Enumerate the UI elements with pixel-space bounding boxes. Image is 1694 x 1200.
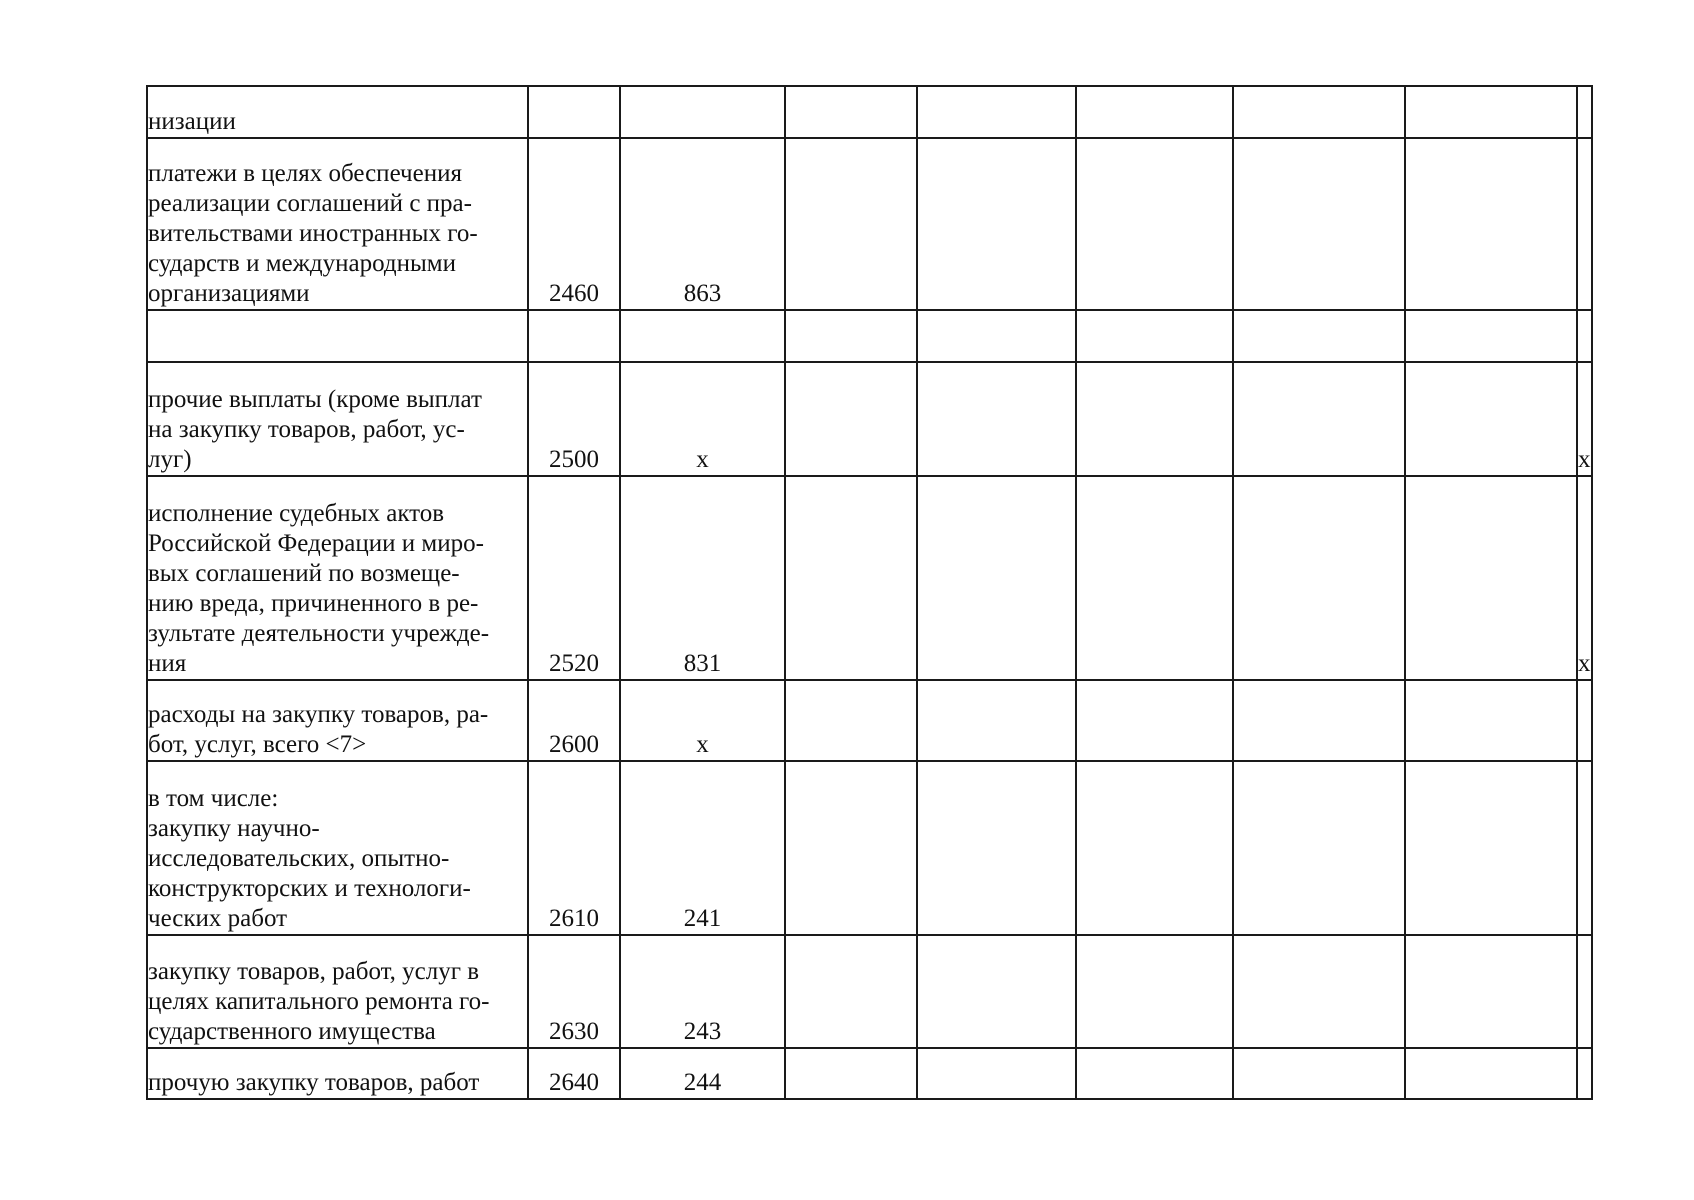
kbk-code-cell bbox=[620, 310, 785, 362]
kbk-code-cell: 243 bbox=[620, 935, 785, 1048]
description-line: ческих работ bbox=[148, 905, 288, 932]
amount-cell bbox=[1405, 476, 1577, 680]
amount-cell bbox=[917, 138, 1076, 310]
amount-cell bbox=[785, 310, 917, 362]
description-line: закупку товаров, работ, услуг в bbox=[148, 958, 480, 985]
amount-cell bbox=[1405, 138, 1577, 310]
line-code-cell: 2600 bbox=[528, 680, 620, 761]
amount-cell bbox=[1577, 310, 1592, 362]
amount-cell bbox=[917, 761, 1076, 935]
amount-cell bbox=[1233, 935, 1405, 1048]
description-line: исследовательских, опытно- bbox=[148, 845, 450, 872]
amount-cell bbox=[1233, 86, 1405, 138]
description-line: в том числе: bbox=[148, 785, 279, 812]
description-line: зультате деятельности учрежде- bbox=[148, 620, 490, 647]
description-line: нию вреда, причиненного в ре- bbox=[148, 590, 479, 617]
amount-cell bbox=[1076, 86, 1233, 138]
row-description bbox=[147, 362, 528, 476]
description-line: ния bbox=[148, 650, 187, 677]
amount-cell bbox=[1076, 680, 1233, 761]
line-code-cell: 2630 bbox=[528, 935, 620, 1048]
row-description bbox=[147, 761, 528, 935]
line-code-cell: 2460 bbox=[528, 138, 620, 310]
amount-cell bbox=[1076, 362, 1233, 476]
description-line: сударственного имущества bbox=[148, 1018, 436, 1045]
row-description bbox=[147, 1048, 528, 1099]
description-line: луг) bbox=[148, 446, 192, 473]
kbk-code-cell: х bbox=[620, 680, 785, 761]
line-code-cell: 2520 bbox=[528, 476, 620, 680]
amount-cell bbox=[1076, 935, 1233, 1048]
amount-cell bbox=[1233, 362, 1405, 476]
description-line: закупку научно- bbox=[148, 815, 320, 842]
kbk-code-cell: х bbox=[620, 362, 785, 476]
row-description bbox=[147, 680, 528, 761]
amount-cell: х bbox=[1577, 362, 1592, 476]
description-line: организациями bbox=[148, 280, 310, 307]
line-code-cell: 2610 bbox=[528, 761, 620, 935]
kbk-code-cell: 831 bbox=[620, 476, 785, 680]
row-description bbox=[147, 476, 528, 680]
budget-table bbox=[146, 85, 1593, 1100]
amount-cell bbox=[785, 680, 917, 761]
amount-cell bbox=[785, 935, 917, 1048]
row-description bbox=[147, 310, 528, 362]
amount-cell bbox=[1233, 310, 1405, 362]
description-line: вительствами иностранных го- bbox=[148, 220, 478, 247]
amount-cell bbox=[1405, 1048, 1577, 1099]
amount-cell bbox=[1405, 86, 1577, 138]
description-line: реализации соглашений с пра- bbox=[148, 190, 472, 217]
amount-cell bbox=[1577, 935, 1592, 1048]
amount-cell bbox=[917, 362, 1076, 476]
table-row bbox=[147, 310, 1592, 362]
amount-cell bbox=[785, 761, 917, 935]
amount-cell bbox=[1577, 1048, 1592, 1099]
table-row bbox=[147, 935, 1592, 1048]
line-code-cell: 2500 bbox=[528, 362, 620, 476]
amount-cell: х bbox=[1577, 476, 1592, 680]
description-line: вых соглашений по возмеще- bbox=[148, 560, 460, 587]
kbk-code-cell: 244 bbox=[620, 1048, 785, 1099]
amount-cell bbox=[917, 1048, 1076, 1099]
amount-cell bbox=[1577, 86, 1592, 138]
description-line: расходы на закупку товаров, ра- bbox=[148, 701, 489, 728]
amount-cell bbox=[785, 1048, 917, 1099]
description-line: прочие выплаты (кроме выплат bbox=[148, 386, 482, 413]
amount-cell bbox=[917, 310, 1076, 362]
amount-cell bbox=[1233, 476, 1405, 680]
amount-cell bbox=[1076, 476, 1233, 680]
amount-cell bbox=[1577, 138, 1592, 310]
amount-cell bbox=[1405, 761, 1577, 935]
description-line: платежи в целях обеспечения bbox=[148, 160, 462, 187]
amount-cell bbox=[1076, 761, 1233, 935]
amount-cell bbox=[917, 935, 1076, 1048]
amount-cell bbox=[1405, 935, 1577, 1048]
description-line: конструкторских и технологи- bbox=[148, 875, 471, 902]
table-row bbox=[147, 86, 1592, 138]
description-line: на закупку товаров, работ, ус- bbox=[148, 416, 465, 443]
amount-cell bbox=[917, 680, 1076, 761]
amount-cell bbox=[785, 138, 917, 310]
amount-cell bbox=[917, 476, 1076, 680]
row-description bbox=[147, 86, 528, 138]
amount-cell bbox=[1405, 362, 1577, 476]
line-code-cell bbox=[528, 86, 620, 138]
description-line: бот, услуг, всего <7> bbox=[148, 731, 367, 758]
amount-cell bbox=[1076, 138, 1233, 310]
line-code-cell: 2640 bbox=[528, 1048, 620, 1099]
amount-cell bbox=[1577, 680, 1592, 761]
amount-cell bbox=[1233, 680, 1405, 761]
amount-cell bbox=[1577, 761, 1592, 935]
kbk-code-cell: 241 bbox=[620, 761, 785, 935]
description-line: сударств и международными bbox=[148, 250, 456, 277]
row-description bbox=[147, 138, 528, 310]
amount-cell bbox=[1405, 680, 1577, 761]
table-row bbox=[147, 362, 1592, 476]
amount-cell bbox=[1233, 138, 1405, 310]
description-line: целях капитального ремонта го- bbox=[148, 988, 490, 1015]
description-line: Российской Федерации и миро- bbox=[148, 530, 484, 557]
table-row bbox=[147, 1048, 1592, 1099]
table-row bbox=[147, 476, 1592, 680]
description-line: низации bbox=[148, 108, 236, 135]
amount-cell bbox=[1076, 1048, 1233, 1099]
table-row bbox=[147, 761, 1592, 935]
line-code-cell bbox=[528, 310, 620, 362]
table-row bbox=[147, 680, 1592, 761]
amount-cell bbox=[1076, 310, 1233, 362]
table-row bbox=[147, 138, 1592, 310]
description-line: исполнение судебных актов bbox=[148, 500, 445, 527]
amount-cell bbox=[1233, 1048, 1405, 1099]
amount-cell bbox=[917, 86, 1076, 138]
amount-cell bbox=[785, 476, 917, 680]
amount-cell bbox=[785, 362, 917, 476]
amount-cell bbox=[1233, 761, 1405, 935]
kbk-code-cell bbox=[620, 86, 785, 138]
amount-cell bbox=[785, 86, 917, 138]
kbk-code-cell: 863 bbox=[620, 138, 785, 310]
amount-cell bbox=[1405, 310, 1577, 362]
row-description bbox=[147, 935, 528, 1048]
description-line: прочую закупку товаров, работ bbox=[148, 1069, 480, 1096]
